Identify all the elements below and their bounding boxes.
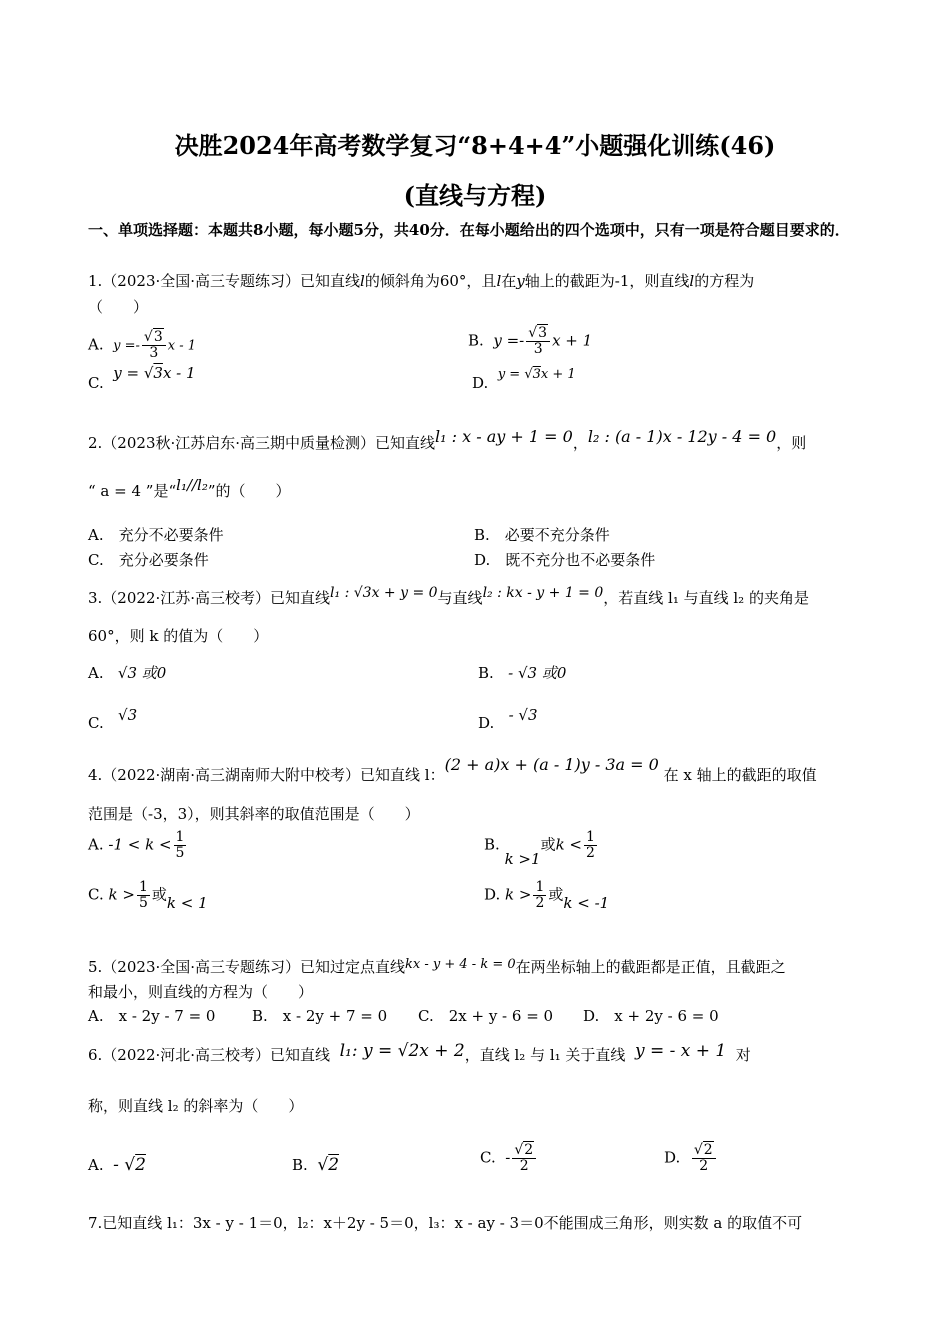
question-6-option-d[interactable]: D. $\frac{√2}{2}$ xyxy=(664,1143,718,1174)
question-3-option-a[interactable]: A. √3 或0 xyxy=(88,664,167,682)
question-1-option-b[interactable]: B. y =- $\frac{√3}{3}$ x + 1 xyxy=(468,325,593,357)
question-5-option-a[interactable]: A. x - 2y - 7 = 0 xyxy=(88,1007,216,1025)
question-3-stem-cont: 60°，则 k 的值为（ ） xyxy=(88,627,269,645)
question-5-stem: 5.（2023·全国·高三专题练习）已知过定点直线kx - y + 4 - k = 0在两坐标轴上的截距都是正值，且截距之 xyxy=(88,957,786,976)
question-1-option-a[interactable]: A. y =- $\frac{√3}{3}$ x - 1 xyxy=(88,329,197,361)
question-5-option-c[interactable]: C. 2x + y - 6 = 0 xyxy=(418,1007,554,1025)
question-7-stem: 7.已知直线 l₁：3x - y - 1＝0，l₂：x＋2y - 5＝0，l₃：x - ay - 3＝0不能围成三角形，则实数 a 的取值不可 xyxy=(88,1214,803,1232)
question-2-option-a[interactable]: A. 充分不必要条件 xyxy=(88,526,224,544)
question-5-option-d[interactable]: D. x + 2y - 6 = 0 xyxy=(583,1007,719,1025)
question-3-option-b[interactable]: B. - √3 或0 xyxy=(478,664,567,682)
question-2-option-c[interactable]: C. 充分必要条件 xyxy=(88,551,209,569)
question-3-option-d[interactable]: D. - √3 xyxy=(478,706,538,732)
question-4-stem: 4.（2022·湖南·高三湖南师大附中校考）已知直线 l：(2 + a)x + (a - 1)y - 3a = 0 在 x 轴上的截距的取值 xyxy=(88,755,817,784)
document-subtitle: (直线与方程) xyxy=(403,181,547,210)
question-6-stem: 6.（2022·河北·高三校考）已知直线 l₁: y = √2x + 2，直线 l₂ 与 l₁ 关于直线 y = - x + 1 对 xyxy=(88,1041,751,1064)
question-5-option-b[interactable]: B. x - 2y + 7 = 0 xyxy=(252,1007,388,1025)
question-5-stem-cont: 和最小，则直线的方程为（ ） xyxy=(88,983,314,1001)
question-1-option-d[interactable]: D. y = √3x + 1 xyxy=(472,367,576,392)
question-4-option-b[interactable]: B. k >1或k < $\frac{1}{2}$ xyxy=(484,829,595,868)
document-title: 决胜2024年高考数学复习“8+4+4”小题强化训练(46) xyxy=(174,131,776,160)
question-2-option-d[interactable]: D. 既不充分也不必要条件 xyxy=(474,551,656,569)
question-4-option-a[interactable]: A. -1 < k < $\frac{1}{5}$ xyxy=(88,829,185,861)
question-6-option-a[interactable]: A. - √2 xyxy=(88,1155,146,1175)
question-6-option-b[interactable]: B. √2 xyxy=(292,1155,340,1175)
question-4-option-d[interactable]: D. k > $\frac{1}{2}$ 或k < -1 xyxy=(484,879,610,912)
question-3-option-c[interactable]: C. √3 xyxy=(88,706,138,732)
question-2-option-b[interactable]: B. 必要不充分条件 xyxy=(474,526,610,544)
question-4-stem-cont: 范围是（-3，3），则其斜率的取值范围是（ ） xyxy=(88,805,420,823)
question-6-stem-cont: 称，则直线 l₂ 的斜率为（ ） xyxy=(88,1097,304,1115)
question-4-option-c[interactable]: C. k > $\frac{1}{5}$ 或k < 1 xyxy=(88,879,208,912)
question-6-option-c[interactable]: C. - $\frac{√2}{2}$ xyxy=(480,1143,538,1174)
question-2-stem: 2.（2023秋·江苏启东·高三期中质量检测）已知直线l₁ : x - ay + 1 = 0，l₂ : (a - 1)x - 12y - 4 = 0，则 xyxy=(88,427,807,452)
question-1-blank: （ ） xyxy=(88,298,149,316)
question-3-stem: 3.（2022·江苏·高三校考）已知直线l₁ : √3x + y = 0与直线l₂ : kx - y + 1 = 0，若直线 l₁ 与直线 l₂ 的夹角是 xyxy=(88,585,809,607)
question-1-stem: 1.（2023·全国·高三专题练习）已知直线l的倾斜角为60°，且l在y轴上的截距为-1，则直线l的方程为 xyxy=(88,272,755,290)
question-2-condition: “ a = 4 ”是“l₁//l₂”的（ ） xyxy=(88,476,291,500)
section-heading: 一、单项选择题：本题共8小题，每小题5分，共40分．在每小题给出的四个选项中，只有一项是符合题目要求的． xyxy=(88,221,850,239)
question-1-option-c[interactable]: C. y = √3x - 1 xyxy=(88,364,196,392)
